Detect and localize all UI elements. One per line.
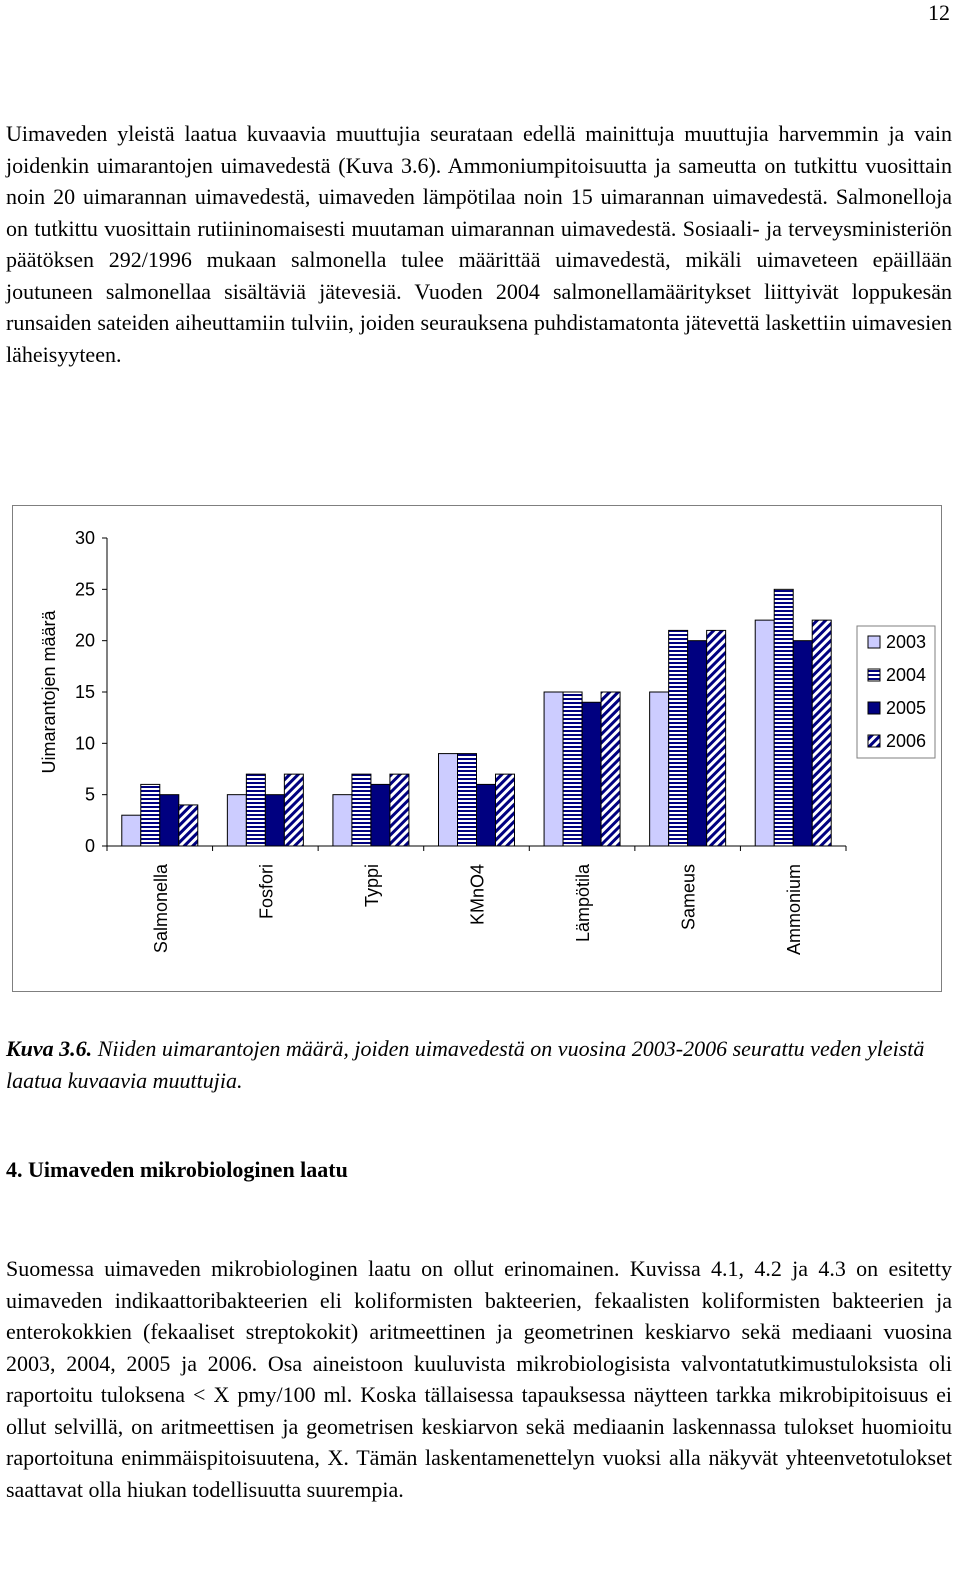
- bar-2005-ammonium: [793, 641, 812, 846]
- legend-label-2004: 2004: [886, 665, 927, 685]
- caption-text: Niiden uimarantojen määrä, joiden uimavedestä on vuosina 2003-2006 seurattu veden yleistä laatua kuvaavia muuttujia.: [6, 1036, 925, 1093]
- y-tick-label: 15: [74, 682, 95, 702]
- bar-2003-kmno4: [439, 754, 458, 846]
- y-tick-label: 0: [84, 836, 95, 856]
- body-paragraph: Suomessa uimaveden mikrobiologinen laatu on ollut erinomainen. Kuvissa 4.1, 4.2 ja 4.3 on esitetty uimaveden indikaattoribakteerien eli koliformisten bakteerien, fekaalisten koliformisten bakteerien ja enterokokkien (fekaaliset streptokokit) aritmeettinen ja geometrinen keskiarvo sekä mediaani vuosina 2003, 2004, 2005 ja 2006. Osa aineistoon kuuluvista mikrobiologisista valvontatutkimustuloksista oli raportoitu tuloksena < X pmy/100 ml. Koska tällaisessa tapauksessa näytteen tarkka mikrobipitoisuus ei ollut selvillä, on aritmeettisen ja geometrisen keskiarvon sekä mediaanin laskennassa tulokset huomioitu raportoituna enimmäispitoisuutena, X. Tämän laskentamenettelyn vuoksi alla näkyvät yhteenvetotulokset saattavat olla hiukan todellisuutta suurempia.: [6, 1256, 952, 1502]
- y-tick-label: 5: [84, 784, 95, 805]
- bar-2004-sameus: [669, 630, 688, 846]
- bar-2003-sameus: [650, 692, 669, 846]
- legend-swatch-2006: [868, 735, 880, 747]
- bar-2006-lämpötila: [601, 692, 620, 846]
- x-tick-label: Salmonella: [150, 864, 171, 954]
- caption-label: Kuva 3.6.: [6, 1036, 93, 1061]
- bar-2003-lämpötila: [544, 692, 563, 846]
- chart-frame: [12, 505, 942, 992]
- bar-2005-lämpötila: [582, 702, 601, 846]
- x-tick-label: Fosfori: [256, 864, 277, 920]
- bar-2006-fosfori: [284, 774, 303, 846]
- x-tick-label: Typpi: [361, 864, 382, 908]
- bar-2006-kmno4: [496, 774, 515, 846]
- y-axis-label: Uimarantojen määrä: [39, 610, 59, 774]
- legend-label-2005: 2005: [886, 698, 927, 718]
- bar-2006-sameus: [707, 630, 726, 846]
- bar-chart: [13, 506, 941, 991]
- bar-2005-sameus: [688, 641, 707, 846]
- intro-paragraph: Uimaveden yleistä laatua kuvaavia muuttujia seurataan edellä mainittuja muuttujia harvemmin ja vain joidenkin uimarantojen uimavedestä (Kuva 3.6). Ammoniumpitoisuutta ja sameutta on tutkittu vuosittain noin 20 uimarannan uimavedestä, uimaveden lämpötilaa noin 15 uimarannan uimavedestä. Salmonelloja on tutkittu vuosittain rutiininomaisesti muutaman uimarannan uimavedestä. Sosiaali- ja terveysministeriön päätöksen 292/1996 mukaan salmonella tulee määrittää uimavedestä, mikäli uimaveteen epäillään joutuneen salmonellaa sisältäviä jätevesiä. Vuoden 2004 salmonellamääritykset liittyivät loppukesän runsaiden sateiden aiheuttamiin tulviin, joiden seurauksena puhdistamatonta jätevettä laskettiin uimavesien läheisyyteen.: [6, 121, 952, 367]
- legend-swatch-2003: [868, 636, 880, 648]
- bar-2004-salmonella: [141, 784, 160, 846]
- bar-2003-ammonium: [755, 620, 774, 846]
- bar-2006-ammonium: [812, 620, 831, 846]
- bar-2006-salmonella: [179, 805, 198, 846]
- y-tick-label: 10: [74, 733, 95, 754]
- bar-2003-fosfori: [227, 795, 246, 846]
- section-heading: 4. Uimaveden mikrobiologinen laatu: [6, 1157, 348, 1182]
- page-number: 12: [928, 0, 950, 25]
- bar-2005-fosfori: [265, 795, 284, 846]
- x-tick-label: Ammonium: [784, 864, 805, 956]
- bar-2005-typpi: [371, 784, 390, 846]
- figure-caption: [6, 1033, 952, 1096]
- bar-2005-kmno4: [477, 784, 496, 846]
- legend-label-2003: 2003: [886, 632, 927, 652]
- y-tick-label: 30: [74, 528, 95, 548]
- bar-2004-ammonium: [774, 589, 793, 846]
- bar-2005-salmonella: [160, 795, 179, 846]
- y-tick-label: 25: [74, 579, 95, 600]
- x-tick-label: KMnO4: [467, 864, 488, 926]
- y-tick-label: 20: [74, 630, 95, 651]
- legend-swatch-2004: [868, 669, 880, 681]
- bar-2004-lämpötila: [563, 692, 582, 846]
- bar-2003-typpi: [333, 795, 352, 846]
- bar-2004-typpi: [352, 774, 371, 846]
- x-tick-label: Sameus: [678, 864, 699, 931]
- bar-2006-typpi: [390, 774, 409, 846]
- bar-2004-kmno4: [458, 754, 477, 846]
- legend-label-2006: 2006: [886, 731, 927, 751]
- bar-2004-fosfori: [246, 774, 265, 846]
- legend-swatch-2005: [868, 702, 880, 714]
- x-tick-label: Lämpötila: [573, 864, 594, 943]
- bar-2003-salmonella: [122, 815, 141, 846]
